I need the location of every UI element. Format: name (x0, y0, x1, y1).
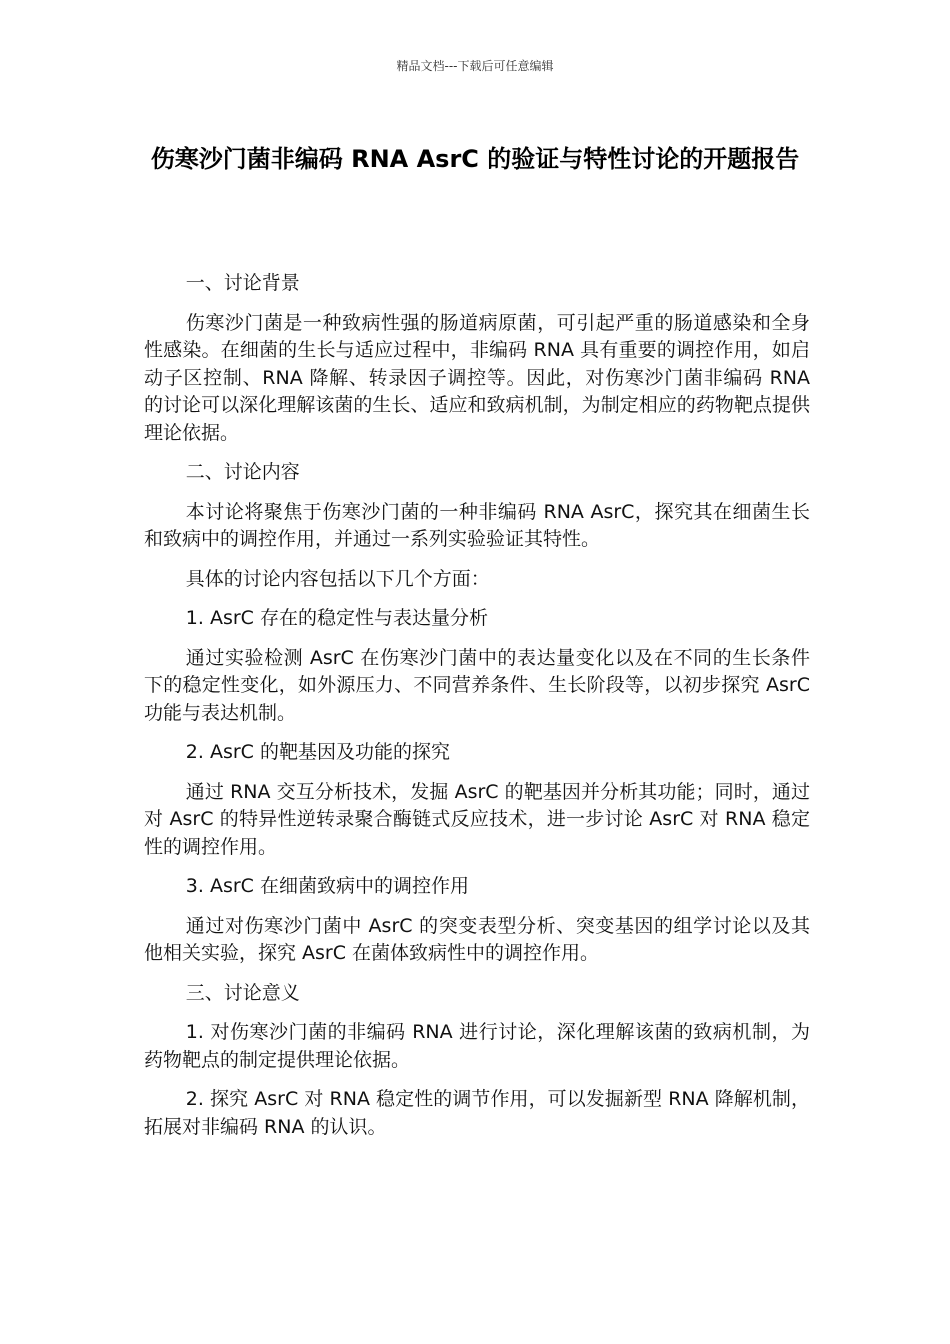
document-body (144, 270, 810, 1153)
paragraph-content-list-intro: 具体的讨论内容包括以下几个方面： (185, 567, 490, 590)
paragraph-significance-1: 1. 对伤寒沙门菌的非编码 RNA 进行讨论，深化理解该菌的致病机制，为药物靶点的制定提供理论依据。 (144, 1021, 810, 1071)
subheading-item-3: 3. AsrC 在细菌致病中的调控作用 (185, 875, 469, 897)
subheading-item-1: 1. AsrC 存在的稳定性与表达量分析 (185, 607, 488, 629)
section-heading-significance: 三、讨论意义 (185, 981, 300, 1004)
paragraph-background: 伤寒沙门菌是一种致病性强的肠道病原菌，可引起严重的肠道感染和全身性感染。在细菌的生长与适应过程中，非编码 RNA 具有重要的调控作用，如启动子区控制、RNA 降解、转录因子调控等。因此，对伤寒沙门菌非编码 RNA 的讨论可以深化理解该菌的生长、适应和致病机制，为制定相应的药物靶点提供理论依据。 (144, 311, 810, 444)
header-note: 精品文档---下载后可任意编辑 (396, 59, 554, 73)
section-heading-background: 一、讨论背景 (185, 272, 300, 294)
section-heading-content: 二、讨论内容 (185, 461, 300, 483)
paragraph-significance-2: 2. 探究 AsrC 对 RNA 稳定性的调节作用，可以发掘新型 RNA 降解机制，拓展对非编码 RNA 的认识。 (144, 1088, 810, 1138)
subheading-item-2: 2. AsrC 的靶基因及功能的探究 (185, 741, 450, 763)
paragraph-content-intro: 本讨论将聚焦于伤寒沙门菌的一种非编码 RNA AsrC，探究其在细菌生长和致病中的调控作用，并通过一系列实验验证其特性。 (144, 500, 810, 550)
document-title: 伤寒沙门菌非编码 RNA AsrC 的验证与特性讨论的开题报告 (150, 145, 800, 173)
paragraph-item-1: 通过实验检测 AsrC 在伤寒沙门菌中的表达量变化以及在不同的生长条件下的稳定性变化，如外源压力、不同营养条件、生长阶段等，以初步探究 AsrC 功能与表达机制。 (144, 646, 810, 724)
paragraph-item-3: 通过对伤寒沙门菌中 AsrC 的突变表型分析、突变基因的组学讨论以及其他相关实验，探究 AsrC 在菌体致病性中的调控作用。 (144, 914, 810, 964)
paragraph-item-2: 通过 RNA 交互分析技术，发掘 AsrC 的靶基因并分析其功能；同时，通过对 AsrC 的特异性逆转录聚合酶链式反应技术，进一步讨论 AsrC 对 RNA 稳定性的调控作用。 (144, 780, 810, 858)
